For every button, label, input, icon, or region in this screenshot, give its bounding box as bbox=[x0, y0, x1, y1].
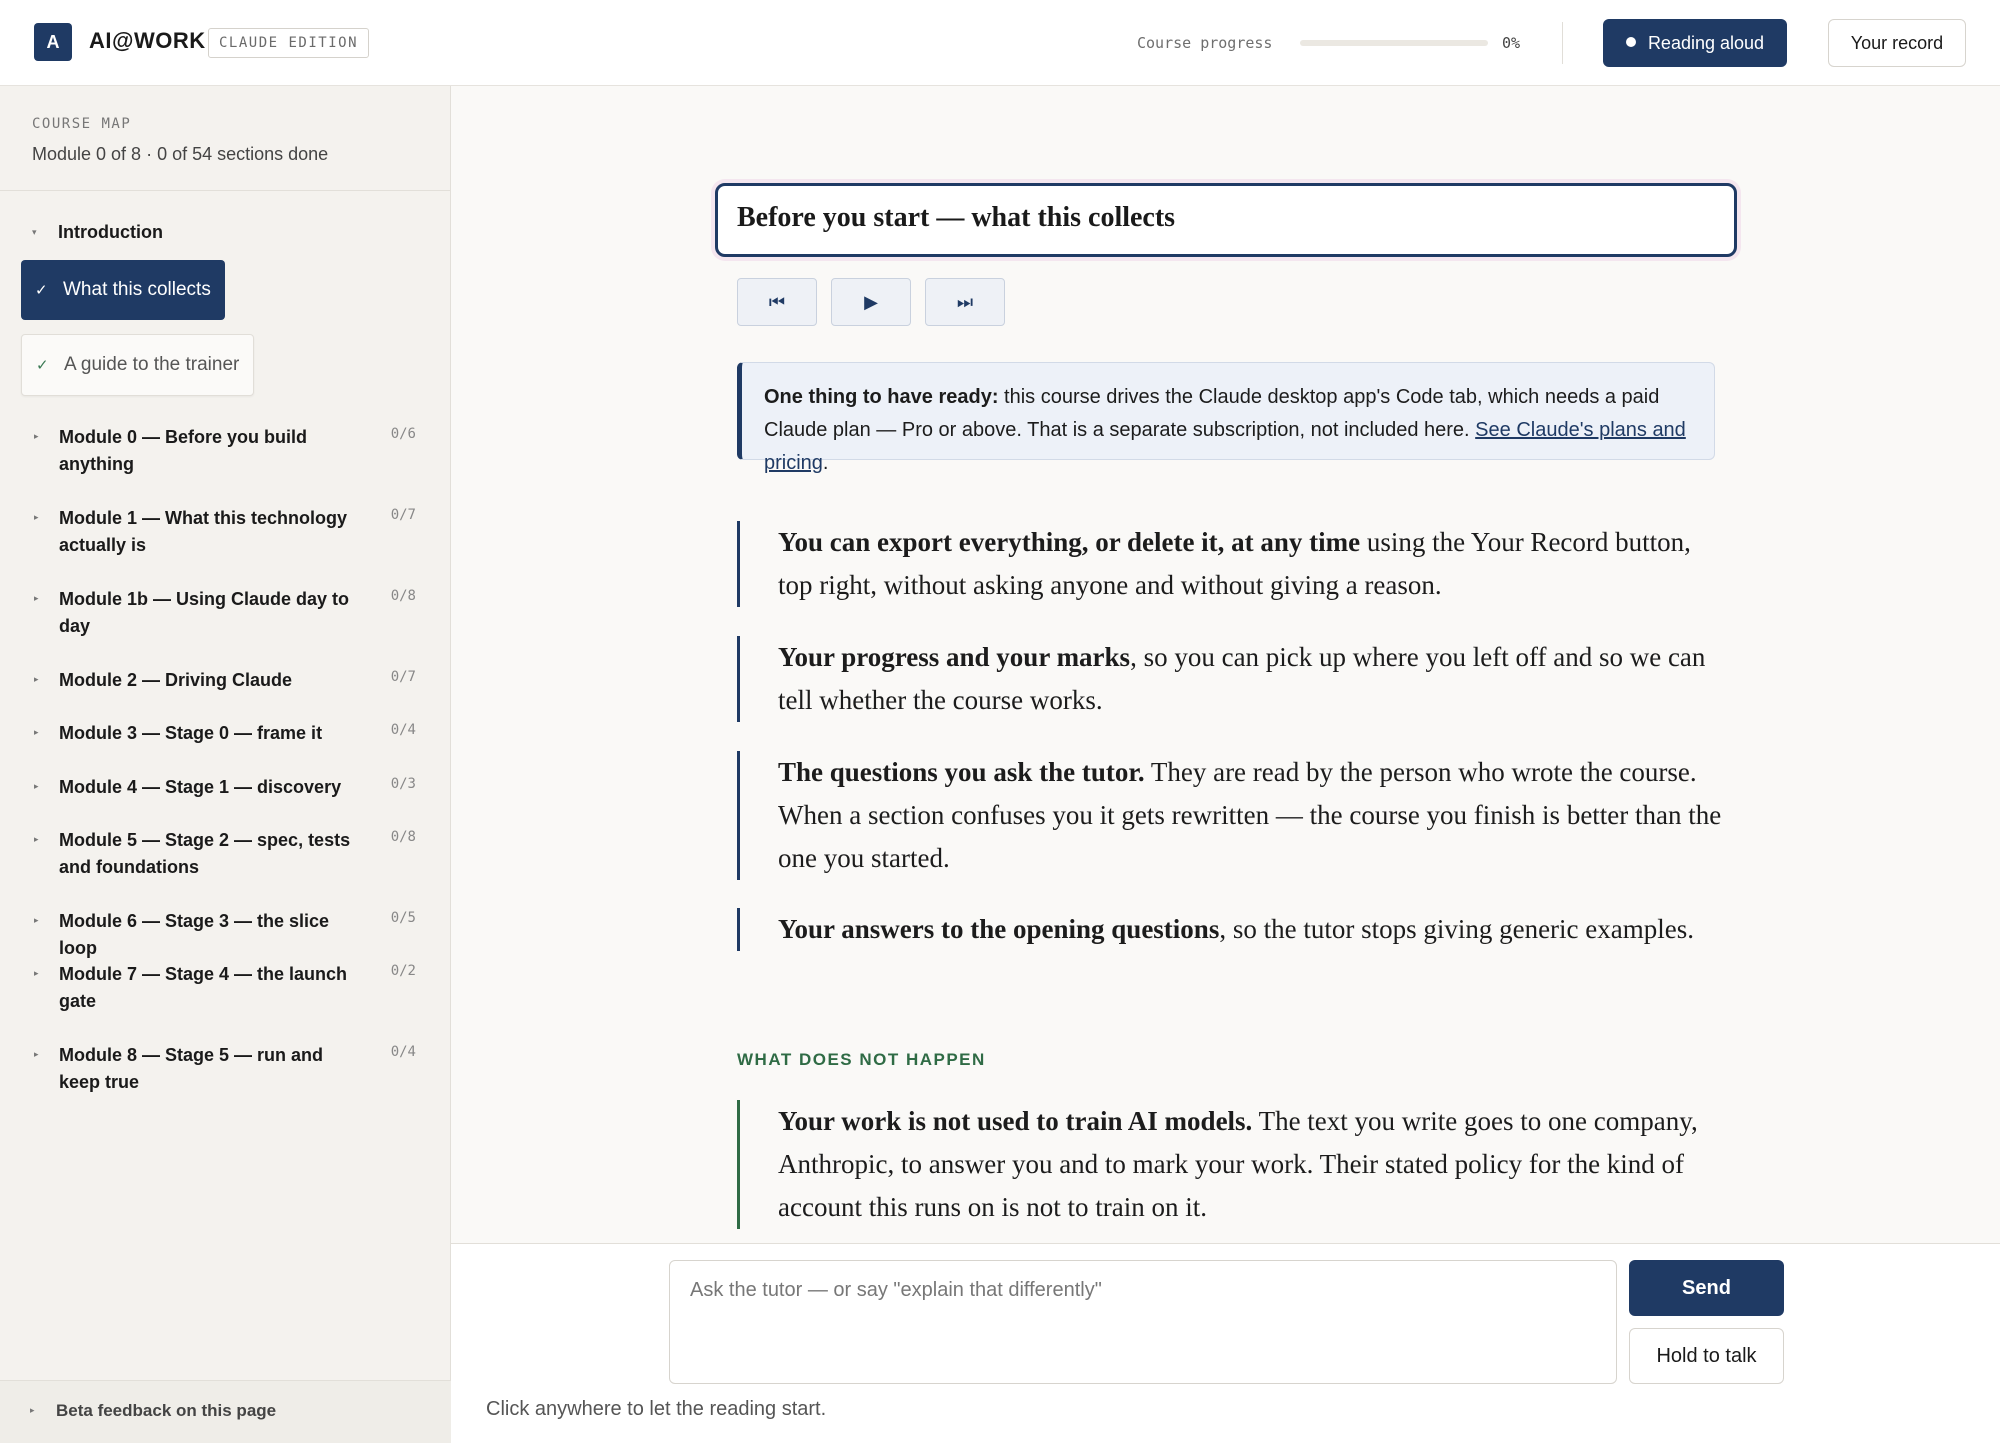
reading-start-hint: Click anywhere to let the reading start. bbox=[486, 1398, 827, 1420]
play-icon: ▶ bbox=[864, 292, 878, 312]
plan-callout bbox=[737, 362, 1715, 474]
your-record-button[interactable]: Your record bbox=[1828, 19, 1966, 67]
course-map-label: COURSE MAP bbox=[32, 116, 132, 132]
module-title: Module 2 — Driving Claude bbox=[59, 670, 293, 690]
reading-aloud-label: Reading aloud bbox=[1647, 33, 1765, 53]
caret-right-icon: ▸ bbox=[34, 674, 39, 684]
send-button[interactable]: Send bbox=[1629, 1260, 1784, 1316]
plans-pricing-link[interactable]: See Claude's plans and pricing bbox=[764, 419, 1686, 474]
caret-right-icon: ▸ bbox=[34, 834, 39, 844]
check-icon: ✓ bbox=[35, 282, 48, 299]
callout-text: this course drives the Claude desktop app's Code tab, which needs a paid Claude plan — Pro or above. That is a separate subscription, not included here. bbox=[764, 386, 1660, 441]
lesson-content bbox=[451, 86, 2000, 1243]
module-count: 0/5 bbox=[390, 910, 416, 926]
record-dot-icon bbox=[1626, 37, 1636, 47]
course-progress-bar bbox=[1300, 40, 1488, 46]
play-button[interactable] bbox=[831, 278, 911, 326]
header-divider bbox=[1562, 22, 1563, 64]
not-happen-point bbox=[737, 1100, 1727, 1229]
tutor-composer bbox=[451, 1243, 2000, 1443]
point-text: , so you can pick up where you left off and so we can tell whether the course works. bbox=[778, 642, 1706, 715]
reading-aloud-button[interactable] bbox=[1603, 19, 1787, 67]
point-lead: You can export everything, or delete it, at any time bbox=[778, 527, 1361, 557]
introduction-title: Introduction bbox=[58, 222, 163, 242]
module-title: Module 0 — Before you build anything bbox=[59, 427, 308, 474]
not-happen-heading: WHAT DOES NOT HAPPEN bbox=[737, 1050, 986, 1069]
caret-right-icon: ▸ bbox=[34, 915, 39, 925]
module-count: 0/7 bbox=[390, 507, 416, 523]
caret-right-icon: ▸ bbox=[34, 1049, 39, 1059]
module-count: 0/8 bbox=[390, 588, 416, 604]
sidebar-divider bbox=[0, 190, 451, 191]
point-lead: Your progress and your marks bbox=[778, 642, 1131, 672]
caret-right-icon: ▸ bbox=[34, 512, 39, 522]
beta-feedback-label: Beta feedback on this page bbox=[56, 1401, 277, 1420]
sidebar-subitem-guide-to-trainer[interactable] bbox=[21, 334, 254, 396]
module-title: Module 7 — Stage 4 — the launch gate bbox=[59, 964, 348, 1011]
section-title: Before you start — what this collects bbox=[737, 202, 1176, 233]
collect-point bbox=[737, 751, 1727, 880]
check-icon: ✓ bbox=[36, 357, 49, 374]
callout-lead: One thing to have ready: bbox=[764, 386, 999, 408]
module-count: 0/3 bbox=[390, 776, 416, 792]
section-title-box bbox=[715, 183, 1737, 257]
skip-back-icon: ⏮ bbox=[768, 292, 786, 312]
ask-tutor-input[interactable] bbox=[669, 1260, 1617, 1384]
point-text: The text you write goes to one company, Anthropic, to answer you and to mark your work. Their stated policy for the kind of account this runs on is not to train on it. bbox=[778, 1106, 1698, 1222]
caret-down-icon: ▾ bbox=[32, 227, 37, 237]
point-text: , so the tutor stops giving generic examples. bbox=[1219, 914, 1694, 944]
course-progress-label: Course progress bbox=[1137, 34, 1273, 52]
subitem-label: What this collects bbox=[63, 279, 211, 300]
collect-point bbox=[737, 521, 1727, 607]
point-text: using the Your Record button, top right, without asking anyone and without giving a reason. bbox=[778, 527, 1691, 600]
caret-right-icon: ▸ bbox=[34, 968, 39, 978]
top-header bbox=[0, 0, 2000, 86]
module-count: 0/7 bbox=[390, 669, 416, 685]
point-text: They are read by the person who wrote the course. When a section confuses you it gets rewritten — the course you finish is better than the one you started. bbox=[778, 757, 1722, 873]
subitem-label: A guide to the trainer bbox=[64, 354, 240, 375]
caret-right-icon: ▸ bbox=[30, 1405, 35, 1415]
module-count: 0/8 bbox=[390, 829, 416, 845]
caret-right-icon: ▸ bbox=[34, 727, 39, 737]
logo-mark: A bbox=[34, 23, 72, 61]
module-count: 0/4 bbox=[390, 722, 416, 738]
next-button[interactable] bbox=[925, 278, 1005, 326]
module-count: 0/6 bbox=[390, 426, 416, 442]
module-title: Module 3 — Stage 0 — frame it bbox=[59, 723, 323, 743]
skip-forward-icon: ⏭ bbox=[956, 292, 974, 312]
hold-to-talk-button[interactable]: Hold to talk bbox=[1629, 1328, 1784, 1384]
point-lead: The questions you ask the tutor. bbox=[778, 757, 1145, 787]
course-map-summary: Module 0 of 8 · 0 of 54 sections done bbox=[32, 144, 329, 164]
module-title: Module 4 — Stage 1 — discovery bbox=[59, 777, 342, 797]
brand-name: AI@WORK bbox=[89, 28, 206, 53]
course-progress-percent: 0% bbox=[1502, 34, 1521, 52]
previous-button[interactable] bbox=[737, 278, 817, 326]
module-title: Module 6 — Stage 3 — the slice loop bbox=[59, 911, 330, 958]
module-title: Module 1 — What this technology actually is bbox=[59, 508, 347, 555]
callout-tail: . bbox=[822, 452, 829, 474]
point-lead: Your work is not used to train AI models. bbox=[778, 1106, 1253, 1136]
collect-point bbox=[737, 636, 1727, 722]
sidebar-item-introduction[interactable] bbox=[32, 222, 163, 243]
module-title: Module 1b — Using Claude day to day bbox=[59, 589, 350, 636]
caret-right-icon: ▸ bbox=[34, 431, 39, 441]
caret-right-icon: ▸ bbox=[34, 781, 39, 791]
sidebar-subitem-what-this-collects[interactable] bbox=[21, 260, 225, 320]
module-title: Module 5 — Stage 2 — spec, tests and foundations bbox=[59, 830, 351, 877]
caret-right-icon: ▸ bbox=[34, 593, 39, 603]
module-title: Module 8 — Stage 5 — run and keep true bbox=[59, 1045, 324, 1092]
collect-point bbox=[737, 908, 1727, 951]
point-lead: Your answers to the opening questions bbox=[778, 914, 1220, 944]
module-count: 0/4 bbox=[390, 1044, 416, 1060]
beta-feedback-toggle[interactable] bbox=[0, 1380, 451, 1443]
course-map-sidebar bbox=[0, 86, 451, 1443]
module-count: 0/2 bbox=[390, 963, 416, 979]
edition-badge: CLAUDE EDITION bbox=[208, 28, 369, 58]
